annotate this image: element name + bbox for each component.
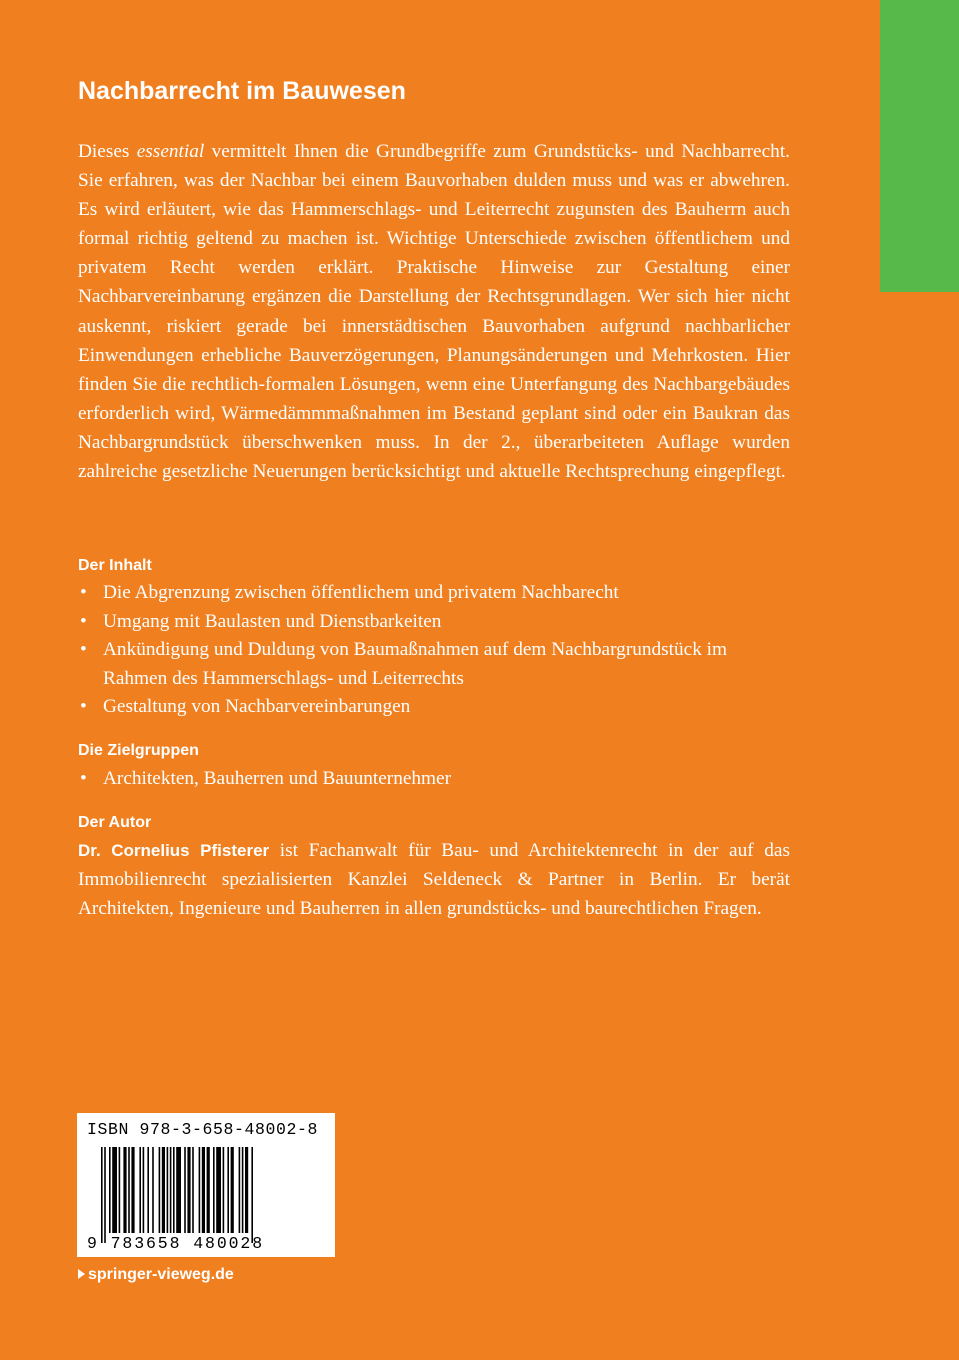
barcode-bar <box>187 1147 190 1233</box>
bullet-icon: • <box>80 582 87 603</box>
barcode-bar <box>239 1147 241 1233</box>
intro-lead: Dieses <box>78 141 137 162</box>
barcode-bar <box>231 1147 234 1233</box>
list-item <box>78 693 790 722</box>
intro-emphasis: essential <box>136 141 205 162</box>
book-title: Nachbarrecht im Bauwesen <box>78 77 406 105</box>
barcode-bar <box>223 1147 225 1233</box>
barcode-bar <box>170 1147 172 1233</box>
bullet-icon: • <box>80 768 87 789</box>
barcode-bar <box>112 1147 117 1233</box>
contents-heading: Der Inhalt <box>78 557 152 574</box>
barcode-bar <box>162 1147 165 1233</box>
list-item-text: Umgang mit Baulasten und Dienstbarkeiten <box>103 610 442 632</box>
bullet-icon: • <box>80 696 87 718</box>
ean-digits: 9 783658 480028 <box>87 1234 265 1253</box>
intro-text: vermittelt Ihnen die Grundbegriffe zum Grundstücks- und Nachbarrecht. Sie erfahren, was der Nachbar bei einem Bauvorhaben dulden muss und was er abwehren. Es wird erläutert, wie das Hammerschlags- und Leiterrecht zugunsten des Bauherrn auch formal richtig geltend zu machen ist. Wichtige Unterschiede zwischen öffentlichem und privatem Recht werden erklärt. Praktische Hinweise zur Gestaltung einer Nachbarvereinbarung ergänzen die Darstellung der Rechtsgrundlagen. Wer sich hier nicht auskennt, riskiert gerade bei innerstädtischen Bauvorhaben aufgrund nachbarlicher Einwendungen erhebliche Bauverzögerungen, Planungsänderungen und Mehrkosten. Hier finden Sie die rechtlich-formalen Lösungen, wenn eine Unterfangung des Nachbargebäudes erforderlich wird, Wärmedämmmaßnahmen im Bestand geplant sind oder ein Baukran das Nachbargrundstück überschwenken muss. In der 2., überarbeiteten Auflage wurden zahlreiche gesetzliche Neuerungen berücksichtigt und aktuelle Rechtsprechung eingepflegt. <box>78 141 790 483</box>
barcode-bar <box>192 1147 194 1233</box>
barcode-bar <box>119 1147 121 1233</box>
intro-paragraph <box>78 137 790 486</box>
barcode-bar <box>167 1147 169 1233</box>
bullet-icon: • <box>80 610 87 632</box>
author-bio <box>78 836 790 923</box>
author-name: Dr. Cornelius Pfisterer <box>78 841 270 860</box>
isbn-label: ISBN 978-3-658-48002-8 <box>87 1120 319 1139</box>
list-item <box>78 636 790 693</box>
barcode-bar <box>152 1147 154 1233</box>
list-item-text: Die Abgrenzung zwischen öffentlichem und privatem Nachbarecht <box>103 582 619 603</box>
list-item <box>78 765 790 794</box>
barcode-bar <box>159 1147 161 1233</box>
list-item <box>78 579 790 608</box>
barcode-bar <box>176 1147 181 1233</box>
author-bio-text: ist Fachanwalt für Bau- und Architektenrecht in der auf das Immobilienrecht spezialisierten Kanzlei Seldeneck & Partner in Berlin. Er berät Architekten, Ingenieure und Bauherren in allen grundstücks- und baurechtlichen Fragen. <box>78 840 790 920</box>
barcode-bar <box>131 1147 134 1233</box>
barcode-bar <box>199 1147 201 1233</box>
list-item-text: Gestaltung von Nachbarvereinbarungen <box>103 696 411 718</box>
barcode-bar <box>184 1147 186 1233</box>
barcode-bar <box>245 1147 248 1233</box>
barcode-bar <box>101 1147 103 1243</box>
target-groups-heading: Die Zielgruppen <box>78 742 199 759</box>
barcode-bar <box>109 1147 111 1233</box>
barcode-bar <box>202 1147 205 1233</box>
barcode-bar <box>216 1147 221 1233</box>
barcode-bar <box>173 1147 175 1233</box>
bullet-icon: • <box>80 639 87 661</box>
barcode-bar <box>123 1147 126 1233</box>
list-item-text: Ankündigung und Duldung von Baumaßnahmen auf dem Nachbargrundstück im Rahmen des Hammerschlags- und Leiterrechts <box>103 639 728 689</box>
barcode-bar <box>139 1147 141 1233</box>
website-link[interactable] <box>78 1265 234 1285</box>
accent-tab <box>880 0 959 292</box>
barcode-bar <box>213 1147 215 1233</box>
arrow-right-icon <box>78 1269 85 1279</box>
author-heading: Der Autor <box>78 814 152 831</box>
barcode-bar <box>251 1147 253 1243</box>
contents-list <box>78 579 790 722</box>
barcode-bar <box>104 1147 106 1243</box>
list-item-text: Architekten, Bauherren und Bauunternehmer <box>103 768 452 789</box>
barcode-bar <box>207 1147 210 1233</box>
barcode-bar <box>147 1147 149 1233</box>
barcode-bar <box>143 1147 145 1233</box>
list-item <box>78 608 790 637</box>
website-label: springer-vieweg.de <box>88 1266 234 1283</box>
target-groups-list <box>78 765 790 794</box>
barcode-bar <box>242 1147 244 1233</box>
barcode-bar <box>227 1147 229 1233</box>
barcode-panel <box>77 1113 335 1257</box>
barcode-bar <box>128 1147 130 1233</box>
